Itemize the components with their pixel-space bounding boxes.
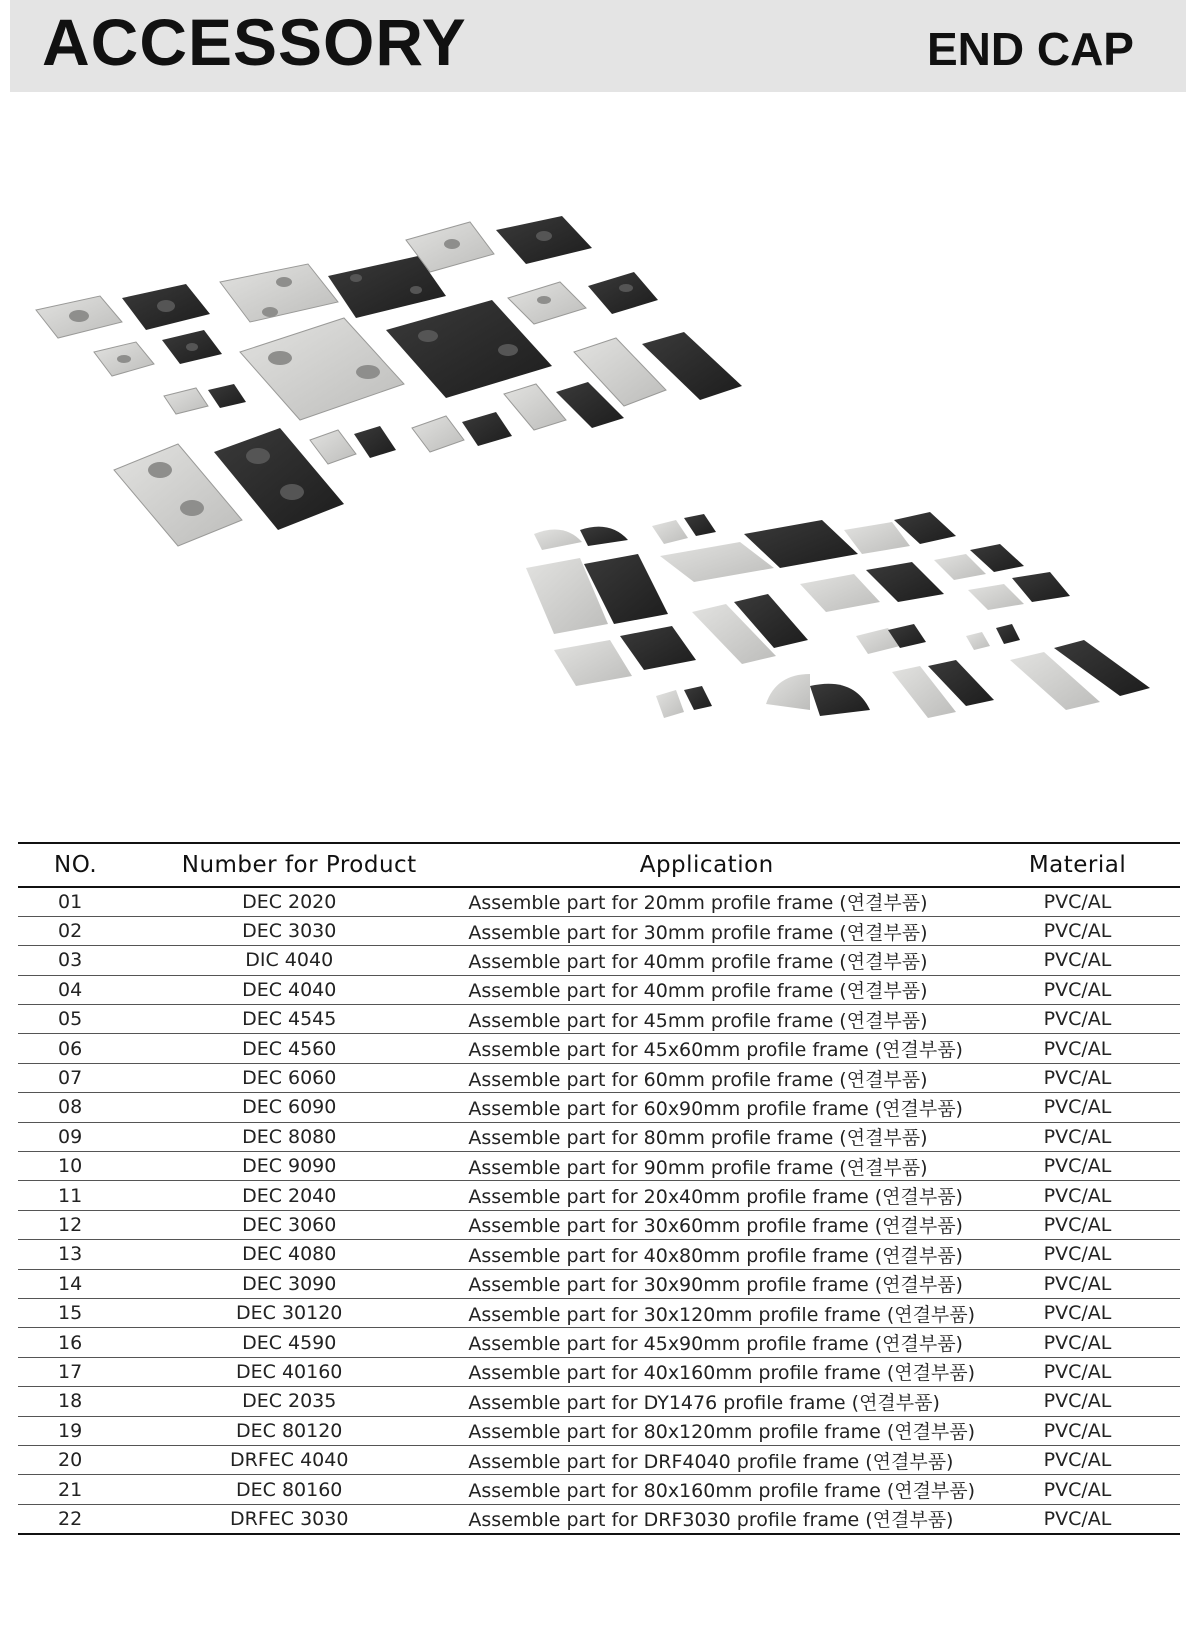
cell-product: DRFEC 4040: [230, 1449, 349, 1472]
cell-material: PVC/AL: [1043, 1449, 1112, 1472]
cell-application: Assemble part for 80x120mm profile frame (연결부품): [468, 1421, 976, 1444]
cell-material: PVC/AL: [1043, 1360, 1112, 1383]
cell-no: 19: [58, 1419, 83, 1442]
cell-no: 12: [58, 1213, 83, 1236]
cell-product: DRFEC 3030: [230, 1507, 349, 1530]
cell-product: DEC 4590: [242, 1331, 337, 1354]
cell-no: 20: [58, 1449, 83, 1472]
cell-no: 09: [58, 1125, 83, 1148]
cell-product: DEC 4560: [242, 1037, 337, 1060]
cell-product: DEC 2020: [242, 890, 337, 913]
cell-no: 22: [58, 1507, 83, 1530]
cell-material: PVC/AL: [1043, 1037, 1112, 1060]
table-row: [18, 1005, 1180, 1034]
table-row: [18, 916, 1180, 945]
table-body: [18, 887, 1180, 1534]
cell-material: PVC/AL: [1043, 1272, 1112, 1295]
table-row: [18, 946, 1180, 975]
cell-product: DEC 6090: [242, 1096, 337, 1119]
table-row: [18, 1504, 1180, 1533]
cell-application: Assemble part for 30x90mm profile frame (연결부품): [468, 1274, 963, 1297]
cell-material: PVC/AL: [1043, 1419, 1112, 1442]
table-row: [18, 1210, 1180, 1239]
cell-no: 21: [58, 1478, 83, 1501]
cell-product: DEC 6060: [242, 1067, 337, 1090]
cell-product: DEC 4040: [242, 978, 337, 1001]
cell-product: DEC 3030: [242, 920, 337, 943]
table-row: [18, 1093, 1180, 1122]
column-header-material: Material: [1028, 852, 1127, 878]
cell-application: Assemble part for 45x60mm profile frame (연결부품): [468, 1039, 963, 1062]
cell-product: DEC 4080: [242, 1243, 337, 1266]
end-cap-product-image: [0, 150, 1200, 750]
table-header-row: [18, 843, 1180, 887]
cell-application: Assemble part for 45x90mm profile frame (연결부품): [468, 1333, 963, 1356]
cell-product: DEC 8080: [242, 1125, 337, 1148]
cell-no: 13: [58, 1243, 83, 1266]
cell-no: 04: [58, 978, 83, 1001]
table-row: [18, 887, 1180, 916]
cell-material: PVC/AL: [1043, 1067, 1112, 1090]
cell-application: Assemble part for 45mm profile frame (연결부품): [468, 1009, 928, 1032]
page-header: [10, 0, 1186, 92]
cell-application: Assemble part for 40mm profile frame (연결부품): [468, 980, 928, 1003]
cell-product: DEC 2040: [242, 1184, 337, 1207]
cell-application: Assemble part for DRF3030 profile frame (연결부품): [468, 1509, 954, 1532]
cell-application: Assemble part for 60mm profile frame (연결부품): [468, 1068, 928, 1091]
table-row: [18, 1298, 1180, 1327]
page-subtitle: END CAP: [926, 23, 1134, 75]
cell-application: Assemble part for 40mm profile frame (연결부품): [468, 950, 928, 973]
end-caps-group: [526, 512, 1150, 718]
cell-product: DEC 40160: [236, 1360, 343, 1383]
cell-application: Assemble part for 80x160mm profile frame (연결부품): [468, 1480, 976, 1502]
cell-application: Assemble part for 20x40mm profile frame (연결부품): [468, 1186, 963, 1209]
cell-material: PVC/AL: [1043, 1507, 1112, 1530]
column-header-application: Application: [639, 852, 774, 878]
cell-application: Assemble part for 80mm profile frame (연결부품): [468, 1127, 928, 1150]
cell-product: DEC 9090: [242, 1155, 337, 1178]
page-title: ACCESSORY: [42, 5, 467, 79]
cell-application: Assemble part for 30x60mm profile frame (연결부품): [468, 1215, 963, 1238]
cell-application: Assemble part for 30x120mm profile frame (연결부품): [468, 1303, 976, 1326]
cell-application: Assemble part for 60x90mm profile frame (연결부품): [468, 1097, 963, 1120]
cell-no: 14: [58, 1272, 83, 1295]
cell-material: PVC/AL: [1043, 1155, 1112, 1178]
cell-application: Assemble part for 90mm profile frame (연결부품): [468, 1156, 928, 1179]
table-row: [18, 1357, 1180, 1386]
cell-no: 18: [58, 1390, 83, 1413]
cell-application: Assemble part for 40x160mm profile frame (연결부품): [468, 1362, 976, 1385]
cell-product: DEC 3060: [242, 1213, 337, 1236]
cell-no: 16: [58, 1331, 83, 1354]
cell-material: PVC/AL: [1043, 1390, 1112, 1413]
cell-product: DIC 4040: [245, 949, 334, 972]
cell-no: 11: [58, 1184, 83, 1207]
cell-material: PVC/AL: [1043, 1331, 1112, 1354]
table-row: [18, 1122, 1180, 1151]
product-spec-table: [18, 842, 1180, 1535]
table-row: [18, 975, 1180, 1004]
table-row: [18, 1152, 1180, 1181]
column-header-no: NO.: [54, 852, 98, 878]
cell-no: 15: [58, 1302, 83, 1325]
cell-no: 10: [58, 1155, 83, 1178]
table-row: [18, 1328, 1180, 1357]
cell-product: DEC 80120: [236, 1419, 343, 1442]
cell-no: 07: [58, 1067, 83, 1090]
cell-no: 03: [58, 949, 83, 972]
cell-product: DEC 4545: [242, 1008, 337, 1031]
cell-no: 05: [58, 1008, 83, 1031]
cell-application: Assemble part for 40x80mm profile frame (연결부품): [468, 1244, 963, 1267]
cell-application: Assemble part for DY1476 profile frame (연결부품): [468, 1391, 940, 1414]
cell-no: 02: [58, 920, 83, 943]
cell-material: PVC/AL: [1043, 1125, 1112, 1148]
table-row: [18, 1034, 1180, 1063]
table-row: [18, 1387, 1180, 1416]
table-row: [18, 1416, 1180, 1445]
cell-no: 06: [58, 1037, 83, 1060]
cell-material: PVC/AL: [1043, 1302, 1112, 1325]
cell-application: Assemble part for DRF4040 profile frame (연결부품): [468, 1450, 954, 1473]
cell-material: PVC/AL: [1043, 1184, 1112, 1207]
cell-material: PVC/AL: [1043, 1243, 1112, 1266]
cell-application: Assemble part for 30mm profile frame (연결부품): [468, 921, 928, 944]
table-row: [18, 1475, 1180, 1504]
cell-material: PVC/AL: [1043, 890, 1112, 913]
column-header-product: Number for Product: [181, 852, 417, 878]
cell-product: DEC 2035: [242, 1390, 337, 1413]
cell-material: PVC/AL: [1043, 1213, 1112, 1236]
cell-application: Assemble part for 20mm profile frame (연결부품): [468, 892, 928, 915]
table-row: [18, 1181, 1180, 1210]
plate-caps-group: [36, 216, 742, 546]
cell-no: 01: [58, 890, 83, 913]
cell-material: PVC/AL: [1043, 1096, 1112, 1119]
table-row: [18, 1445, 1180, 1474]
cell-material: PVC/AL: [1043, 1008, 1112, 1031]
cell-no: 17: [58, 1360, 83, 1383]
cell-material: PVC/AL: [1043, 949, 1112, 972]
cell-product: DEC 30120: [236, 1302, 343, 1325]
cell-product: DEC 80160: [236, 1478, 343, 1501]
cell-material: PVC/AL: [1043, 978, 1112, 1001]
table-row: [18, 1269, 1180, 1298]
cell-material: PVC/AL: [1043, 920, 1112, 943]
cell-no: 08: [58, 1096, 83, 1119]
table-row: [18, 1240, 1180, 1269]
table-row: [18, 1063, 1180, 1092]
cell-material: PVC/AL: [1043, 1478, 1112, 1501]
cell-product: DEC 3090: [242, 1272, 337, 1295]
